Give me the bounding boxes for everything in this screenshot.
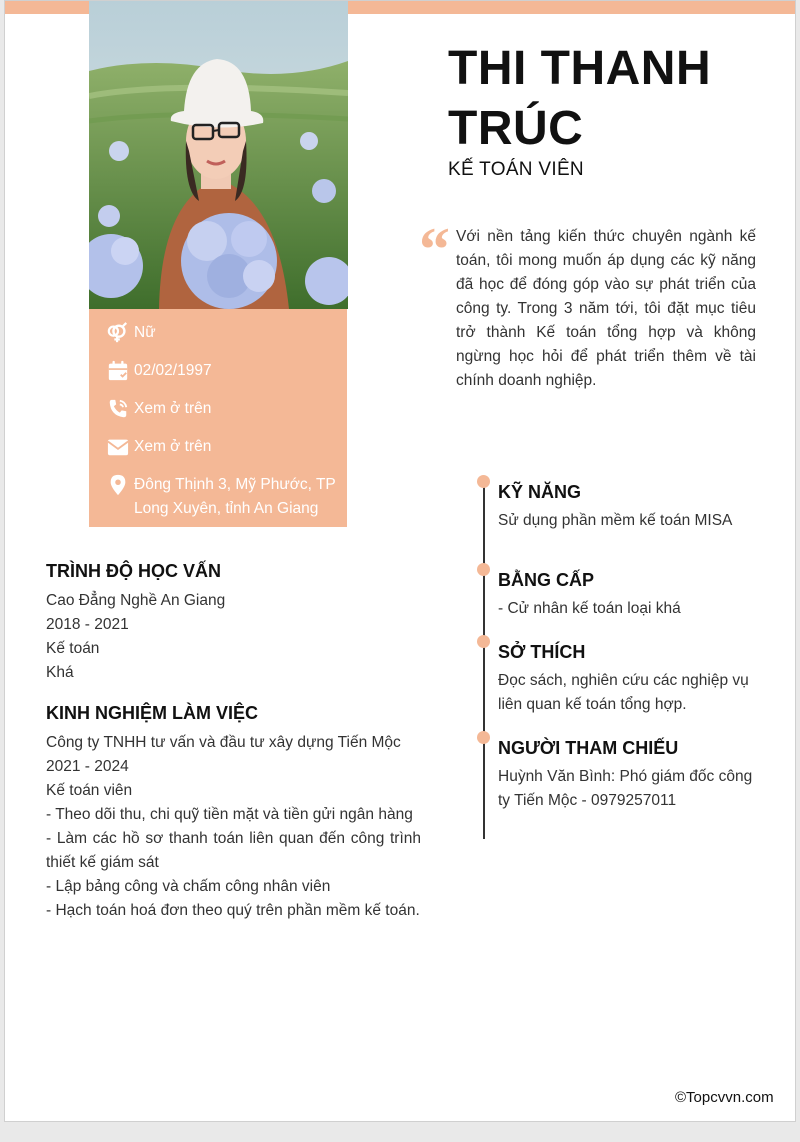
certificates-title: BẰNG CẤP xyxy=(498,570,595,590)
job-title: KẾ TOÁN VIÊN xyxy=(448,159,584,180)
email-row xyxy=(107,435,350,459)
experience-body xyxy=(46,731,421,923)
education-grade: Khá xyxy=(46,664,74,681)
gender-value: Nữ xyxy=(134,324,156,341)
experience-duty: - Theo dõi thu, chi quỹ tiền mặt và tiền gửi ngân hàng xyxy=(46,806,413,823)
phone-icon xyxy=(107,398,129,420)
certificates-text: - Cử nhân kế toán loại khá xyxy=(498,600,681,617)
experience-duty: - Lập bảng công và chấm công nhân viên xyxy=(46,878,331,895)
location-pin-icon xyxy=(107,474,129,496)
experience-company: Công ty TNHH tư vấn và đầu tư xây dựng Tiến Mộc xyxy=(46,734,401,751)
references-title: NGƯỜI THAM CHIẾU xyxy=(498,738,679,758)
timeline-dot xyxy=(477,475,490,488)
timeline-dot xyxy=(477,563,490,576)
career-objective: Với nền tảng kiến thức chuyên ngành kế toán, tôi mong muốn áp dụng các kỹ năng đã học để đóng góp vào sự phát triển của công ty. Trong 3 năm tới, tôi đặt mục tiêu trở thành Kế toán tổng hợp và không ngừng học hỏi để phát triển thêm về tài chính doanh nghiệp. xyxy=(456,228,756,389)
education-title: TRÌNH ĐỘ HỌC VẤN xyxy=(46,561,221,581)
education-school: Cao Đẳng Nghề An Giang xyxy=(46,592,226,609)
address-value: Đông Thịnh 3, Mỹ Phước, TP Long Xuyên, tỉnh An Giang xyxy=(134,476,336,517)
references-text: Huỳnh Văn Bình: Phó giám đốc công ty Tiến Mộc - 0979257011 xyxy=(498,768,753,809)
copyright: ©Topcvvn.com xyxy=(675,1089,774,1106)
quote-icon: “ xyxy=(419,216,450,284)
gender-icon xyxy=(107,322,129,344)
timeline-dot xyxy=(477,635,490,648)
gender-row xyxy=(107,321,350,345)
phone-value: Xem ở trên xyxy=(134,400,212,417)
name-line-2: TRÚC xyxy=(448,102,584,155)
education-major: Kế toán xyxy=(46,640,100,657)
name-line-1: THI THANH xyxy=(448,42,712,95)
full-name xyxy=(448,39,711,159)
experience-duty: - Làm các hồ sơ thanh toán liên quan đến công trình thiết kế giám sát xyxy=(46,830,421,871)
calendar-icon xyxy=(107,360,129,382)
experience-title: KINH NGHIỆM LÀM VIỆC xyxy=(46,703,259,723)
skills-text: Sử dụng phần mềm kế toán MISA xyxy=(498,512,733,529)
hobbies-text: Đọc sách, nghiên cứu các nghiệp vụ liên quan kế toán tổng hợp. xyxy=(498,672,749,713)
timeline-dot xyxy=(477,731,490,744)
hobbies-title: SỞ THÍCH xyxy=(498,642,586,662)
timeline-line xyxy=(483,481,485,839)
personal-info-panel xyxy=(89,309,347,527)
email-value: Xem ở trên xyxy=(134,438,212,455)
cv-page xyxy=(4,0,796,1122)
experience-position: Kế toán viên xyxy=(46,782,133,799)
skills-title: KỸ NĂNG xyxy=(498,482,582,502)
address-row xyxy=(107,473,350,521)
education-period: 2018 - 2021 xyxy=(46,616,129,633)
experience-duty: - Hạch toán hoá đơn theo quý trên phần mềm kế toán. xyxy=(46,902,420,919)
profile-photo xyxy=(89,1,348,309)
experience-period: 2021 - 2024 xyxy=(46,758,129,775)
envelope-icon xyxy=(107,436,129,458)
birthday-value: 02/02/1997 xyxy=(134,362,212,379)
phone-row xyxy=(107,397,350,421)
birthday-row xyxy=(107,359,350,383)
education-body xyxy=(46,589,426,685)
